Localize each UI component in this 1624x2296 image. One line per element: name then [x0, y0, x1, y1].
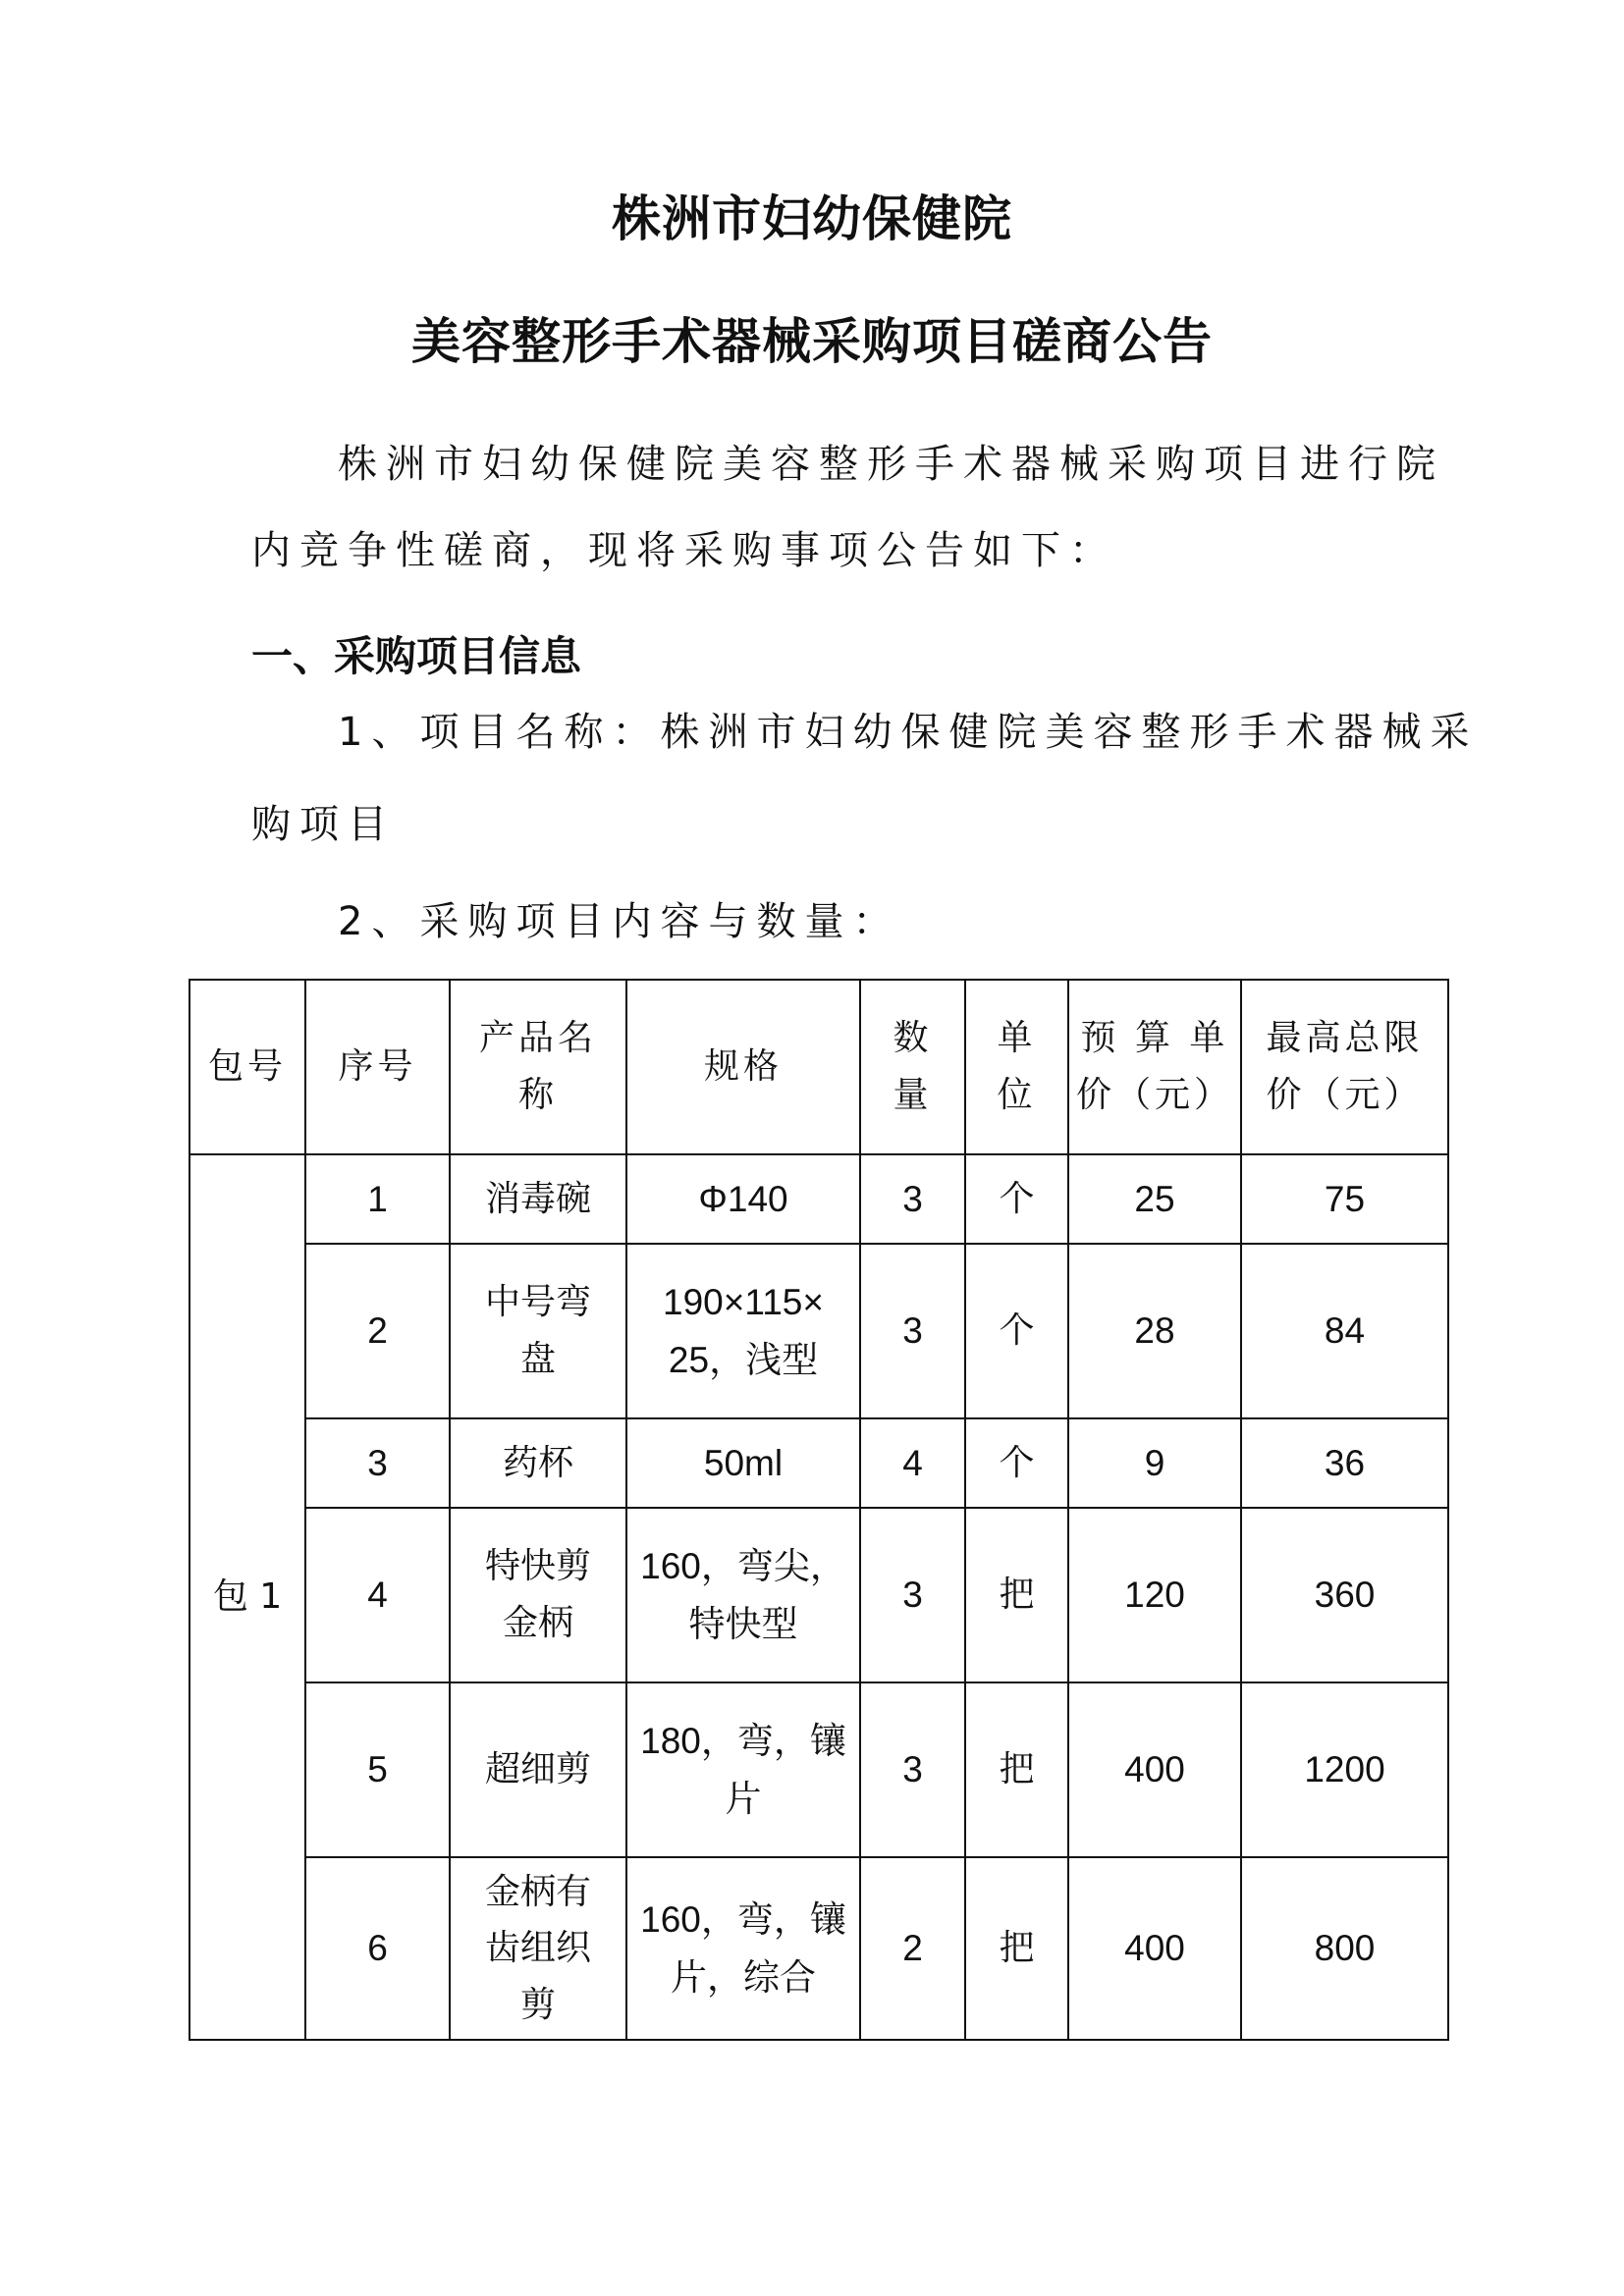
table-row	[189, 1154, 1448, 1244]
row-qty: 3	[860, 1154, 965, 1244]
row-spec: Φ140	[626, 1154, 860, 1244]
row-index: 3	[305, 1418, 450, 1508]
row-unit: 个	[965, 1154, 1068, 1244]
row-product: 消毒碗	[450, 1154, 626, 1244]
row-spec: 190×115× 25，浅型	[626, 1244, 860, 1418]
row-unit: 把	[965, 1682, 1068, 1857]
table-row	[189, 1682, 1448, 1857]
row-spec: 180，弯，镶 片	[626, 1682, 860, 1857]
item1-line1: 1、项目名称：株洲市妇幼保健院美容整形手术器械采	[338, 710, 1479, 755]
document-title-line1: 株洲市妇幼保健院	[612, 189, 1012, 247]
row-price: 9	[1068, 1418, 1241, 1508]
row-index: 5	[305, 1682, 450, 1857]
header-index: 序号	[305, 980, 450, 1154]
row-index: 4	[305, 1508, 450, 1682]
package-cell: 包 1	[189, 1154, 305, 2040]
header-package: 包号	[189, 980, 305, 1154]
header-unit: 单 位	[965, 980, 1068, 1154]
row-unit: 个	[965, 1418, 1068, 1508]
row-total: 75	[1241, 1154, 1448, 1244]
row-product: 药杯	[450, 1418, 626, 1508]
row-spec: 160，弯，镶 片，综合	[626, 1857, 860, 2040]
intro-line1: 株洲市妇幼保健院美容整形手术器械采购项目进行院	[338, 442, 1444, 487]
row-qty: 4	[860, 1418, 965, 1508]
row-total: 84	[1241, 1244, 1448, 1418]
row-price: 400	[1068, 1857, 1241, 2040]
row-total: 36	[1241, 1418, 1448, 1508]
table-row	[189, 1508, 1448, 1682]
header-budget-price: 预 算 单 价（元）	[1068, 980, 1241, 1154]
item2-line1: 2、采购项目内容与数量：	[338, 899, 901, 944]
header-qty: 数 量	[860, 980, 965, 1154]
row-index: 6	[305, 1857, 450, 2040]
document-title-line2: 美容整形手术器械采购项目磋商公告	[411, 312, 1213, 370]
row-total: 800	[1241, 1857, 1448, 2040]
row-qty: 2	[860, 1857, 965, 2040]
row-product: 金柄有 齿组织 剪	[450, 1857, 626, 2040]
section1-heading: 一、采购项目信息	[251, 632, 582, 680]
item1-line2: 购项目	[251, 802, 396, 847]
procurement-table	[189, 979, 1449, 2041]
row-index: 2	[305, 1244, 450, 1418]
header-spec: 规格	[626, 980, 860, 1154]
row-index: 1	[305, 1154, 450, 1244]
row-price: 28	[1068, 1244, 1241, 1418]
table-row	[189, 1418, 1448, 1508]
row-product: 特快剪 金柄	[450, 1508, 626, 1682]
row-price: 25	[1068, 1154, 1241, 1244]
table-header-row	[189, 980, 1448, 1154]
table-row	[189, 1244, 1448, 1418]
row-qty: 3	[860, 1508, 965, 1682]
intro-line2: 内竞争性磋商，现将采购事项公告如下：	[251, 528, 1117, 573]
row-spec: 160，弯尖， 特快型	[626, 1508, 860, 1682]
row-unit: 个	[965, 1244, 1068, 1418]
row-product: 超细剪	[450, 1682, 626, 1857]
row-product: 中号弯 盘	[450, 1244, 626, 1418]
row-total: 360	[1241, 1508, 1448, 1682]
row-qty: 3	[860, 1682, 965, 1857]
row-unit: 把	[965, 1508, 1068, 1682]
row-unit: 把	[965, 1857, 1068, 2040]
header-max-total: 最高总限 价（元）	[1241, 980, 1448, 1154]
header-product: 产品名 称	[450, 980, 626, 1154]
row-total: 1200	[1241, 1682, 1448, 1857]
row-price: 120	[1068, 1508, 1241, 1682]
row-qty: 3	[860, 1244, 965, 1418]
row-price: 400	[1068, 1682, 1241, 1857]
table-row	[189, 1857, 1448, 2040]
row-spec: 50ml	[626, 1418, 860, 1508]
